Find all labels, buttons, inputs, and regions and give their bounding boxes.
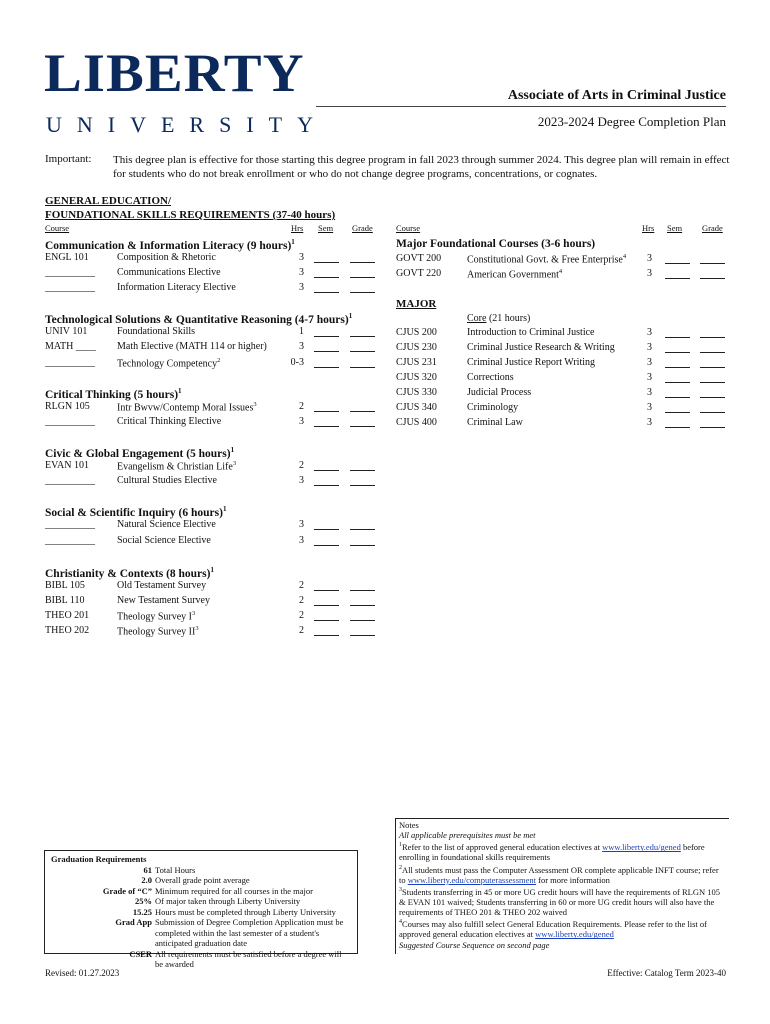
note-1-tail: before enrolling in foundational skills requirements [399, 842, 705, 863]
important-text: This degree plan is effective for those starting this degree program in fall 2023 through summer 2024. This degree plan will remain in effect for students who do not break enrollment or who do not change degree programs, concentrations, or cognates. [113, 154, 730, 180]
title-rule [316, 106, 726, 107]
sem-blank[interactable] [314, 521, 339, 530]
sem-blank[interactable] [314, 403, 339, 412]
course-name-text: Evangelism & Christian Life [117, 461, 233, 473]
grade-blank[interactable] [350, 359, 375, 368]
footnote-marker: 1 [348, 312, 353, 320]
notes-prereq: All applicable prerequisites must be met [399, 830, 536, 841]
grade-blank[interactable] [700, 270, 725, 279]
course-name-text: Old Testament Survey [117, 580, 207, 591]
course-hours: 3 [299, 535, 304, 546]
note-4-text: Courses may also fulfill select General Education Requirements. Please refer to the list of approved general education electives at [399, 919, 707, 940]
graduation-item [51, 886, 351, 897]
course-hours: 2 [299, 460, 304, 471]
sem-blank[interactable] [314, 328, 339, 337]
grade-blank[interactable] [700, 255, 725, 264]
course-name-text: Introduction to Criminal Justice [467, 327, 595, 338]
course-hours: 3 [647, 268, 652, 279]
course-hours: 3 [299, 252, 304, 263]
course-name [467, 327, 594, 338]
section-title-text: Civic & Global Engagement (5 hours) [45, 447, 231, 460]
course-name-text: Technology Competency [117, 358, 218, 370]
sem-blank[interactable] [314, 597, 339, 606]
grade-blank[interactable] [350, 627, 375, 636]
footnote-marker: 3 [232, 460, 237, 467]
graduation-title: Graduation Requirements [51, 854, 147, 864]
section-title-text: Social & Scientific Inquiry (6 hours) [45, 506, 223, 519]
footnote-marker: 3 [195, 625, 199, 632]
course-hours: 3 [299, 416, 304, 427]
course-hours: 3 [647, 402, 652, 413]
grade-blank[interactable] [350, 269, 375, 278]
footnote-marker: 1 [222, 505, 227, 513]
course-hours: 3 [299, 475, 304, 486]
course-code: BIBL 105 [45, 580, 85, 591]
note-3-text: Students transferring in 45 or more UG credit hours will have the requirements of RLGN 105 & EVAN 101 waived; Students transferring in 60 or more UG credit hours will also have the requirements of THEO 201 & THEO 202 waived [399, 886, 720, 918]
sem-blank[interactable] [314, 359, 339, 368]
course-code: MATH ____ [45, 341, 96, 352]
grade-blank[interactable] [350, 328, 375, 337]
core-hours-text: (21 hours) [486, 313, 531, 324]
graduation-item-value: Submission of Degree Completion Application must be completed within the last semester of a student's anticipated graduation date [155, 917, 344, 948]
graduation-item [51, 865, 351, 876]
section-title [45, 505, 226, 519]
graduation-item-value: Hours must be completed through Liberty University [155, 906, 336, 917]
grade-blank[interactable] [350, 254, 375, 263]
course-code: CJUS 200 [396, 327, 437, 338]
course-name-text: Constitutional Govt. & Free Enterprise [467, 254, 623, 266]
course-name [467, 387, 531, 398]
course-name-text: Communications Elective [117, 267, 221, 278]
course-hours: 3 [647, 387, 652, 398]
grade-blank[interactable] [700, 344, 725, 353]
major-foundational-title: Major Foundational Courses (3-6 hours) [396, 238, 596, 250]
gened-link[interactable]: www.liberty.edu/gened [602, 842, 681, 853]
grade-blank[interactable] [350, 418, 375, 427]
course-name-text: Theology Survey I [117, 611, 192, 623]
note-1: $^1$Refer to the list of approved general education electives at www.liberty.edu/gened before enrolling in foundational skills requirements [399, 842, 705, 863]
course-hours: 3 [299, 519, 304, 530]
liberty-logo-wordmark: LIBERTY [44, 43, 305, 103]
footnote-marker: 1 [291, 238, 295, 246]
graduation-items [51, 865, 351, 970]
col-hrs-header: Hrs [291, 223, 304, 233]
note-2-tail: for more information [536, 874, 610, 885]
course-name-text: Composition & Rhetoric [117, 252, 216, 263]
course-hours: 2 [299, 625, 304, 636]
course-name [117, 326, 195, 337]
computer-assessment-link[interactable]: www.liberty.edu/computerassessment [407, 874, 537, 885]
footnote-marker: 3 [253, 401, 257, 408]
course-name [467, 253, 626, 265]
course-name [117, 535, 211, 546]
sem-blank[interactable] [314, 284, 339, 293]
grade-blank[interactable] [700, 419, 725, 428]
sem-blank[interactable] [665, 389, 690, 398]
course-name-text: Math Elective (MATH 114 or higher) [117, 341, 267, 352]
note-4: $^4$Courses may also fulfill select General Education Requirements. Please refer to the list of approved general education electives at www.liberty.edu/gened [399, 919, 707, 940]
note-3: $^3$Students transferring in 45 or more UG credit hours will have the requirements of RLGN 105 & EVAN 101 waived; Students transferring in 60 or more UG credit hours will also have the requirements of THEO 201 & THEO 202 waived [399, 886, 720, 918]
course-code: CJUS 400 [396, 417, 437, 428]
sem-blank[interactable] [314, 418, 339, 427]
grade-blank[interactable] [350, 403, 375, 412]
gen-ed-heading-line2: FOUNDATIONAL SKILLS REQUIREMENTS (37-40 hours) [45, 209, 336, 221]
course-hours: 2 [299, 610, 304, 621]
right-col-grade-header: Grade [702, 223, 723, 233]
sem-blank[interactable] [314, 269, 339, 278]
course-name [117, 341, 267, 352]
footnote-marker: 4 [558, 268, 563, 275]
course-code: EVAN 101 [45, 460, 89, 471]
course-name [117, 610, 195, 622]
section-title-text: Communication & Information Literacy (9 hours) [45, 239, 292, 252]
course-name [467, 268, 562, 280]
graduation-item-value: Total Hours [155, 864, 196, 875]
grade-blank[interactable] [350, 343, 375, 352]
course-name [117, 282, 236, 293]
course-name-text: Theology Survey II [117, 626, 196, 638]
course-hours: 2 [299, 595, 304, 606]
course-name [117, 416, 221, 427]
course-code: __________ [45, 282, 95, 293]
important-label: Important: [45, 153, 92, 165]
sem-blank[interactable] [665, 270, 690, 279]
course-name [467, 402, 518, 413]
course-name-text: Intr Bwvw/Contemp Moral Issues [117, 402, 254, 414]
course-hours: 1 [299, 326, 304, 337]
graduation-item [51, 917, 351, 949]
course-hours: 3 [647, 253, 652, 264]
course-name-text: Information Literacy Elective [117, 282, 236, 293]
graduation-item [51, 949, 351, 970]
notes-box [395, 818, 729, 954]
course-hours: 3 [299, 267, 304, 278]
graduation-item-value: All requirements must be satisfied before a degree will be awarded [155, 948, 342, 969]
gened-link-2[interactable]: www.liberty.edu/gened [535, 929, 614, 940]
course-name-text: Social Science Elective [117, 535, 211, 546]
degree-title: Associate of Arts in Criminal Justice [507, 88, 726, 103]
course-name [117, 580, 206, 591]
grade-blank[interactable] [700, 374, 725, 383]
section-title-text: Christianity & Contexts (8 hours) [45, 567, 211, 580]
course-code: CJUS 320 [396, 372, 437, 383]
course-name [117, 460, 236, 472]
course-name-text: Criminal Justice Report Writing [467, 357, 596, 368]
sem-blank[interactable] [314, 462, 339, 471]
sem-blank[interactable] [665, 255, 690, 264]
course-code: THEO 201 [45, 610, 90, 621]
note-2: $^2$All students must pass the Computer Assessment OR complete applicable INFT course; refer to www.liberty.edu/computerassessment for more information [399, 864, 719, 885]
footnote-marker: 1 [210, 566, 214, 574]
sem-blank[interactable] [665, 404, 690, 413]
course-name-text: Corrections [467, 372, 514, 383]
university-logo-wordmark: UNIVERSITY [46, 112, 328, 137]
graduation-item-key: CSER [129, 948, 152, 959]
section-title [45, 566, 214, 580]
right-col-hrs-header: Hrs [642, 223, 655, 233]
course-code: CJUS 230 [396, 342, 437, 353]
course-code: ENGL 101 [45, 252, 89, 263]
course-code: GOVT 200 [396, 253, 442, 264]
course-name-text: Cultural Studies Elective [117, 475, 217, 486]
section-title [45, 446, 234, 460]
note-2-text: All students must pass the Computer Assessment OR complete applicable INFT course; refer to [399, 864, 719, 885]
right-col-course-header: Course [396, 223, 421, 233]
notes-title: Notes [399, 820, 419, 830]
effective-term: Effective: Catalog Term 2023-40 [607, 968, 726, 978]
course-name [467, 357, 595, 368]
section-title [45, 312, 352, 326]
sem-blank[interactable] [665, 374, 690, 383]
footnote-marker: 4 [622, 253, 627, 260]
sem-blank[interactable] [314, 343, 339, 352]
grade-blank[interactable] [700, 389, 725, 398]
core-label-text: Core [467, 313, 487, 324]
sem-blank[interactable] [665, 419, 690, 428]
graduation-item [51, 875, 351, 886]
graduation-requirements-box [44, 850, 358, 969]
col-course-header: Course [45, 223, 70, 233]
course-hours: 3 [647, 342, 652, 353]
core-label [467, 313, 530, 324]
course-code: BIBL 110 [45, 595, 85, 606]
course-name [117, 519, 216, 530]
grade-blank[interactable] [350, 477, 375, 486]
graduation-item [51, 896, 351, 907]
course-hours: 3 [299, 282, 304, 293]
course-name-text: Criminology [467, 402, 519, 413]
course-name [117, 357, 220, 369]
course-code: CJUS 340 [396, 402, 437, 413]
graduation-item-value: Minimum required for all courses in the major [155, 885, 313, 896]
footnote-marker: 3 [192, 610, 196, 617]
course-code: RLGN 105 [45, 401, 90, 412]
graduation-item-key: 25% [135, 896, 152, 906]
graduation-item-key: 15.25 [132, 906, 152, 917]
grade-blank[interactable] [350, 462, 375, 471]
course-hours: 2 [299, 580, 304, 591]
sem-blank[interactable] [314, 582, 339, 591]
col-sem-header: Sem [318, 223, 334, 233]
course-code: __________ [45, 357, 95, 368]
sem-blank[interactable] [314, 537, 339, 546]
section-title-text: Critical Thinking (5 hours) [45, 388, 179, 401]
sem-blank[interactable] [665, 329, 690, 338]
right-col-sem-header: Sem [667, 223, 683, 233]
course-hours: 3 [647, 372, 652, 383]
section-title-text: Technological Solutions & Quantitative Reasoning (4-7 hours) [45, 313, 349, 326]
course-hours: 0-3 [290, 357, 304, 368]
grade-blank[interactable] [350, 537, 375, 546]
course-code: __________ [45, 535, 95, 546]
sem-blank[interactable] [665, 344, 690, 353]
graduation-item-key: 2.0 [141, 875, 152, 885]
graduation-item-key: Grade of “C” [102, 885, 152, 896]
sem-blank[interactable] [314, 612, 339, 621]
course-name [117, 252, 216, 263]
grade-blank[interactable] [350, 597, 375, 606]
course-name-text: Critical Thinking Elective [117, 416, 222, 427]
revised-date: Revised: 01.27.2023 [45, 968, 120, 978]
course-code: __________ [45, 519, 95, 530]
grade-blank[interactable] [700, 404, 725, 413]
course-name [467, 372, 514, 383]
course-code: THEO 202 [45, 625, 90, 636]
grade-blank[interactable] [700, 329, 725, 338]
grade-blank[interactable] [350, 284, 375, 293]
course-code: UNIV 101 [45, 326, 88, 337]
course-name [117, 267, 221, 278]
course-name-text: American Government [467, 269, 559, 281]
course-name-text: Criminal Justice Research & Writing [467, 342, 615, 353]
footnote-marker: 2 [217, 357, 221, 364]
course-code: __________ [45, 267, 95, 278]
graduation-item-value: Overall grade point average [155, 875, 250, 885]
course-name-text: Criminal Law [467, 417, 523, 428]
course-code: GOVT 220 [396, 268, 442, 279]
course-name [467, 342, 615, 353]
notes-sequence: Suggested Course Sequence on second page [399, 939, 550, 950]
course-name-text: Natural Science Elective [117, 519, 216, 530]
course-name-text: Foundational Skills [117, 326, 196, 337]
graduation-item [51, 907, 351, 918]
grade-blank[interactable] [350, 612, 375, 621]
course-hours: 3 [647, 357, 652, 368]
sem-blank[interactable] [665, 359, 690, 368]
course-name [117, 595, 210, 606]
plan-subtitle: 2023-2024 Degree Completion Plan [537, 114, 726, 129]
course-code: __________ [45, 416, 95, 427]
grade-blank[interactable] [350, 521, 375, 530]
section-title [45, 387, 182, 401]
sem-blank[interactable] [314, 477, 339, 486]
course-code: CJUS 330 [396, 387, 437, 398]
course-hours: 3 [647, 417, 652, 428]
course-code: CJUS 231 [396, 357, 437, 368]
col-grade-header: Grade [352, 223, 373, 233]
course-name [117, 625, 199, 637]
course-name-text: New Testament Survey [117, 595, 210, 606]
grade-blank[interactable] [700, 359, 725, 368]
section-title [45, 238, 295, 252]
note-1-text: Refer to the list of approved general education electives at [402, 842, 603, 853]
graduation-item-key: Grad App [115, 917, 152, 927]
course-name [117, 401, 257, 413]
footnote-marker: 1 [230, 446, 235, 454]
course-name [467, 417, 523, 428]
course-name-text: Judicial Process [467, 387, 532, 398]
sem-blank[interactable] [314, 627, 339, 636]
footnote-marker: 1 [178, 387, 182, 395]
major-heading: MAJOR [396, 298, 437, 310]
course-hours: 3 [647, 327, 652, 338]
graduation-item-key: 61 [143, 864, 152, 875]
course-hours: 2 [299, 401, 304, 412]
graduation-item-value: Of major taken through Liberty University [155, 896, 301, 906]
grade-blank[interactable] [350, 582, 375, 591]
course-hours: 3 [299, 341, 304, 352]
sem-blank[interactable] [314, 254, 339, 263]
course-code: __________ [45, 475, 95, 486]
gen-ed-heading-line1: GENERAL EDUCATION/ [45, 195, 172, 207]
course-name [117, 475, 217, 486]
